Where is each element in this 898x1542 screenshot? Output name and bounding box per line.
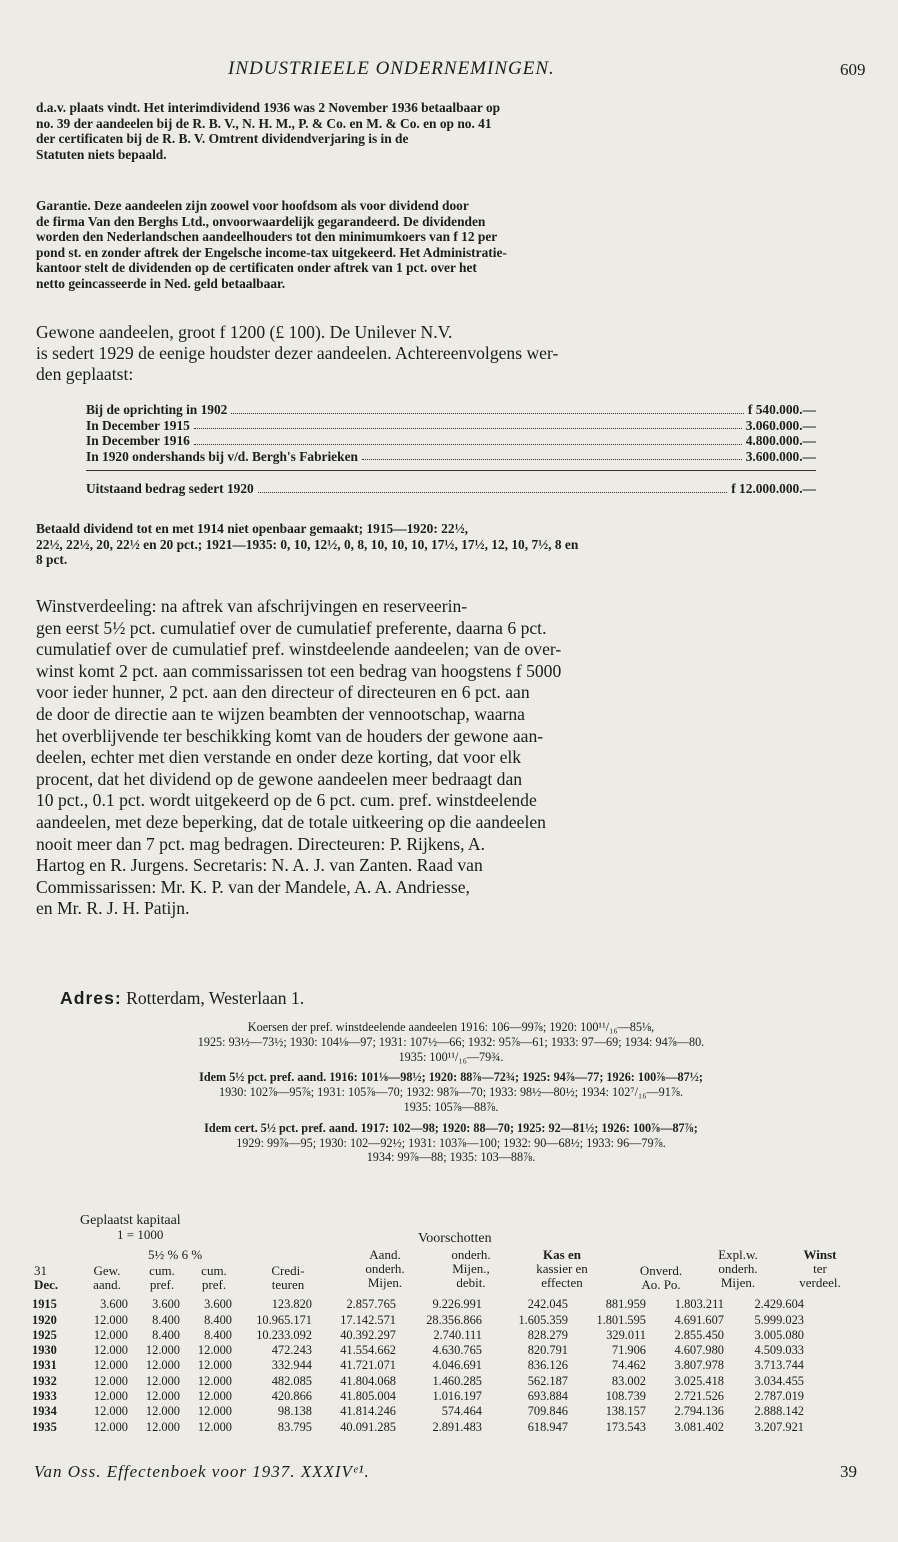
table-cell: 242.045 bbox=[527, 1297, 568, 1312]
table-row bbox=[30, 1389, 806, 1404]
text-line: en Mr. R. J. H. Patijn. bbox=[36, 898, 190, 919]
table-cell: 12.000 bbox=[145, 1343, 180, 1358]
text-line: der certificaten bij de R. B. V. Omtrent dividendverjaring is in de bbox=[36, 131, 409, 147]
placement-value: 3.600.000.— bbox=[745, 448, 816, 464]
text-line: voor ieder hunner, 2 pct. aan den directeur of directeuren en 6 pct. aan bbox=[36, 682, 530, 703]
text-line: 1934: 99⅞—88; 1935: 103—88⅞. bbox=[366, 1150, 536, 1165]
table-row bbox=[30, 1419, 806, 1434]
address-line bbox=[60, 988, 860, 1009]
table-cell: 9.226.991 bbox=[432, 1297, 482, 1312]
outstanding-row bbox=[86, 481, 816, 497]
placement-row bbox=[86, 418, 816, 434]
text-line: 1930: 102⅞—95⅞; 1931: 105⅞—70; 1932: 98⅞—70; 1933: 98½—80½; 1934: 102⁷/₁₆—91⅞. bbox=[218, 1085, 684, 1100]
balance-table-wrap bbox=[30, 1297, 806, 1435]
col-header-cum1: cum. pref. bbox=[149, 1263, 175, 1292]
table-cell: 12.000 bbox=[93, 1389, 128, 1404]
table-cell: 3.005.080 bbox=[754, 1327, 804, 1342]
table-row bbox=[30, 1404, 806, 1419]
table-cell: 12.000 bbox=[145, 1419, 180, 1434]
table-cell: 836.126 bbox=[527, 1358, 568, 1373]
table-cell: 8.400 bbox=[152, 1327, 180, 1342]
table-cell: 709.846 bbox=[527, 1404, 568, 1419]
table-cell: 8.400 bbox=[204, 1327, 232, 1342]
table-row bbox=[30, 1343, 806, 1358]
table-cell: 2.740.111 bbox=[433, 1327, 482, 1342]
running-title: INDUSTRIEELE ONDERNEMINGEN. bbox=[228, 58, 555, 79]
table-cell: 562.187 bbox=[527, 1373, 568, 1388]
table-cell: 12.000 bbox=[93, 1358, 128, 1373]
table-cell: 1.605.359 bbox=[518, 1312, 568, 1327]
text-line: het overblijvende ter beschikking komt van de houders der gewone aan- bbox=[36, 725, 544, 746]
placement-label: Bij de oprichting in 1902 bbox=[86, 402, 228, 417]
col-header-onverd: Onverd. Ao. Po. bbox=[639, 1263, 683, 1292]
table-cell: 881.959 bbox=[605, 1297, 646, 1312]
table-cell: 4.046.691 bbox=[432, 1358, 482, 1373]
table-cell: 2.855.450 bbox=[674, 1327, 724, 1342]
text-line: Commissarissen: Mr. K. P. van der Mandele, A. A. Andriesse, bbox=[36, 876, 470, 897]
table-cell: 1.801.595 bbox=[596, 1312, 646, 1327]
address-label: Adres: bbox=[60, 988, 122, 1008]
table-cell: 12.000 bbox=[93, 1373, 128, 1388]
col-header-crediteuren: Credi- teuren bbox=[271, 1263, 305, 1292]
table-cell: 3.207.921 bbox=[754, 1419, 804, 1434]
table-cell: 12.000 bbox=[197, 1358, 232, 1373]
table-cell: 2.888.142 bbox=[754, 1404, 804, 1419]
table-cell: 41.804.068 bbox=[340, 1373, 396, 1388]
table-cell: 2.794.136 bbox=[674, 1404, 724, 1419]
placement-label: In December 1916 bbox=[86, 433, 190, 449]
text-line: aandeelen, met deze beperking, dat de totale uitkeering op die aandeelen bbox=[36, 811, 546, 832]
table-cell: 574.464 bbox=[441, 1404, 482, 1419]
text-line: kantoor stelt de dividenden op de certificaten onder aftrek van 1 pct. over het bbox=[36, 260, 477, 276]
text-line: Garantie. Deze aandeelen zijn zoowel voor hoofdsom als voor dividend door bbox=[36, 198, 469, 213]
table-cell: 1.016.197 bbox=[432, 1389, 482, 1404]
table-cell: 8.400 bbox=[152, 1312, 180, 1327]
table-cell: 3.600 bbox=[152, 1297, 180, 1312]
text-line: 10 pct., 0.1 pct. wordt uitgekeerd op de 6 pct. cum. pref. winstdeelende bbox=[36, 790, 537, 811]
table-cell: 40.392.297 bbox=[340, 1327, 396, 1342]
text-line: 1935: 100¹¹/₁₆—79¾. bbox=[398, 1049, 504, 1064]
text-line: d.a.v. plaats vindt. Het interimdividend 1936 was 2 November 1936 betaalbaar op bbox=[36, 100, 501, 115]
table-cell: 41.805.004 bbox=[340, 1389, 396, 1404]
row-year: 1934 bbox=[32, 1404, 57, 1419]
table-cell: 3.713.744 bbox=[754, 1358, 804, 1373]
dividend-paragraph bbox=[36, 521, 866, 568]
col-header-aand: Aand. onderh. Mijen. bbox=[365, 1247, 405, 1290]
row-year: 1933 bbox=[32, 1389, 57, 1404]
placement-row bbox=[86, 402, 816, 418]
table-cell: 332.944 bbox=[271, 1358, 312, 1373]
table-cell: 74.462 bbox=[611, 1358, 646, 1373]
text-line: no. 39 der aandeelen bij de R. B. V., N. H. M., P. & Co. en M. & Co. en op no. 41 bbox=[36, 115, 492, 131]
table-cell: 12.000 bbox=[93, 1312, 128, 1327]
table-cell: 12.000 bbox=[197, 1343, 232, 1358]
table-cell: 83.795 bbox=[277, 1419, 312, 1434]
table-cell: 2.429.604 bbox=[754, 1297, 804, 1312]
table-row bbox=[30, 1297, 806, 1312]
table-cell: 3.807.978 bbox=[674, 1358, 724, 1373]
table-cell: 28.356.866 bbox=[426, 1312, 482, 1327]
table-cell: 3.081.402 bbox=[674, 1419, 724, 1434]
table-row bbox=[30, 1312, 806, 1327]
text-line: de firma Van den Berghs Ltd., onvoorwaardelijk gegarandeerd. De dividenden bbox=[36, 213, 486, 229]
outstanding-value: f 12.000.000.— bbox=[731, 481, 816, 497]
page-footer bbox=[34, 1462, 864, 1482]
text-line: nooit meer dan 7 pct. mag bedragen. Directeuren: P. Rijkens, A. bbox=[36, 833, 486, 854]
table-cell: 8.400 bbox=[204, 1312, 232, 1327]
table-cell: 618.947 bbox=[527, 1419, 568, 1434]
table-cell: 12.000 bbox=[93, 1419, 128, 1434]
text-line: worden den Nederlandschen aandeelhouders tot den minimumkoers van f 12 per bbox=[36, 229, 498, 245]
row-year: 1925 bbox=[32, 1327, 57, 1342]
text-line: de door de directie aan te wijzen beambten der vennootschap, waarna bbox=[36, 703, 525, 724]
placement-value: 3.060.000.— bbox=[745, 417, 816, 433]
intro-paragraph bbox=[36, 100, 866, 162]
table-cell: 2.721.526 bbox=[674, 1389, 724, 1404]
row-year: 1931 bbox=[32, 1358, 57, 1373]
table-cell: 98.138 bbox=[277, 1404, 312, 1419]
table-cell: 472.243 bbox=[271, 1343, 312, 1358]
col-header-cum2: cum. pref. bbox=[201, 1263, 227, 1292]
placement-row bbox=[86, 433, 816, 449]
table-cell: 1.460.285 bbox=[432, 1373, 482, 1388]
table-cell: 4.630.765 bbox=[432, 1343, 482, 1358]
voorschotten-label: Voorschotten bbox=[418, 1231, 492, 1246]
text-line: cumulatief over de cumulatief pref. winstdeelende aandeelen; van de over- bbox=[36, 639, 562, 660]
row-year: 1930 bbox=[32, 1343, 57, 1358]
row-year: 1935 bbox=[32, 1419, 57, 1434]
table-row bbox=[30, 1328, 806, 1343]
cap-title: Geplaatst kapitaal bbox=[80, 1213, 181, 1228]
table-row bbox=[30, 1373, 806, 1388]
text-line: Gewone aandeelen, groot f 1200 (£ 100). De Unilever N.V. bbox=[36, 322, 453, 342]
placement-row bbox=[86, 449, 816, 465]
table-cell: 10.965.171 bbox=[256, 1312, 312, 1327]
text-line: winst komt 2 pct. aan commissarissen tot een bedrag van hoogstens f 5000 bbox=[36, 660, 562, 681]
table-cell: 71.906 bbox=[611, 1343, 646, 1358]
text-line: netto geincasseerde in Ned. geld betaalbaar. bbox=[36, 275, 286, 291]
text-line: 1925: 93½—73½; 1930: 104⅛—97; 1931: 107½—66; 1932: 95⅞—61; 1933: 97—69; 1934: 94⅞—80. bbox=[197, 1034, 705, 1049]
table-cell: 4.509.033 bbox=[754, 1343, 804, 1358]
text-line: Idem cert. 5½ pct. pref. aand. 1917: 102—98; 1920: 88—70; 1925: 92—81½; 1926: 100⅞—87⅞; bbox=[204, 1120, 698, 1135]
table-cell: 3.600 bbox=[204, 1297, 232, 1312]
footer-source: Van Oss. Effectenboek voor 1937. XXXIVᵉ¹. bbox=[34, 1462, 370, 1481]
address-value: Rotterdam, Westerlaan 1. bbox=[126, 988, 305, 1008]
cap-unit: 1 = 1000 bbox=[117, 1227, 164, 1242]
text-line: Winstverdeeling: na aftrek van afschrijvingen en reserveerin- bbox=[36, 596, 468, 616]
col-header-gew: Gew. aand. bbox=[93, 1263, 121, 1292]
table-cell: 4.607.980 bbox=[674, 1343, 724, 1358]
col-header-explw: Expl.w. onderh. Mijen. bbox=[718, 1247, 758, 1290]
text-line: den geplaatst: bbox=[36, 363, 134, 384]
table-cell: 329.011 bbox=[606, 1327, 646, 1342]
table-cell: 12.000 bbox=[197, 1373, 232, 1388]
col-header-winst: Winst ter verdeel. bbox=[799, 1247, 841, 1290]
text-line: procent, dat het dividend op de gewone aandeelen meer bedraagt dan bbox=[36, 768, 523, 789]
gewone-paragraph bbox=[36, 322, 866, 384]
table-cell: 2.857.765 bbox=[346, 1297, 396, 1312]
table-cell: 693.884 bbox=[527, 1389, 568, 1404]
table-cell: 12.000 bbox=[145, 1373, 180, 1388]
winstverdeeling-paragraph bbox=[36, 596, 866, 920]
table-cell: 2.891.483 bbox=[432, 1419, 482, 1434]
text-line: Statuten niets bepaald. bbox=[36, 146, 167, 162]
text-line: deelen, echter met dien verstande en onder deze korting, dat voor elk bbox=[36, 747, 522, 768]
koersen-block bbox=[36, 1070, 866, 1114]
table-cell: 41.554.662 bbox=[340, 1343, 396, 1358]
balance-table bbox=[30, 1297, 806, 1435]
table-cell: 3.600 bbox=[100, 1297, 128, 1312]
table-cell: 1.803.211 bbox=[674, 1297, 724, 1312]
table-row bbox=[30, 1358, 806, 1373]
table-cell: 41.814.246 bbox=[340, 1404, 396, 1419]
text-line: Betaald dividend tot en met 1914 niet openbaar gemaakt; 1915—1920: 22½, bbox=[36, 521, 468, 536]
placement-label: In December 1915 bbox=[86, 417, 190, 433]
placement-value: f 540.000.— bbox=[747, 402, 816, 417]
table-cell: 820.791 bbox=[527, 1343, 568, 1358]
col-header-onderh: onderh. Mijen., debit. bbox=[451, 1247, 491, 1290]
table-cell: 173.543 bbox=[605, 1419, 646, 1434]
koersen-block bbox=[36, 1121, 866, 1165]
table-cell: 5.999.023 bbox=[754, 1312, 804, 1327]
page-header bbox=[0, 58, 898, 84]
table-cell: 12.000 bbox=[197, 1404, 232, 1419]
garantie-paragraph bbox=[36, 198, 866, 292]
table-cell: 3.025.418 bbox=[674, 1373, 724, 1388]
table-cell: 4.691.607 bbox=[674, 1312, 724, 1327]
table-cell: 12.000 bbox=[93, 1327, 128, 1342]
table-cell: 12.000 bbox=[145, 1389, 180, 1404]
table-cell: 17.142.571 bbox=[340, 1312, 396, 1327]
col-header-date: 31 Dec. bbox=[34, 1263, 59, 1292]
placements-list bbox=[86, 402, 816, 497]
table-cell: 40.091.285 bbox=[340, 1419, 396, 1434]
table-cell: 12.000 bbox=[93, 1343, 128, 1358]
table-cell: 12.000 bbox=[197, 1419, 232, 1434]
table-cell: 3.034.455 bbox=[754, 1373, 804, 1388]
table-cell: 482.085 bbox=[271, 1373, 312, 1388]
text-line: 8 pct. bbox=[36, 552, 68, 568]
cap-pct: 5½ % 6 % bbox=[148, 1247, 203, 1262]
table-cell: 12.000 bbox=[145, 1358, 180, 1373]
placement-value: 4.800.000.— bbox=[745, 433, 816, 449]
text-line: is sedert 1929 de eenige houdster dezer aandeelen. Achtereenvolgens wer- bbox=[36, 342, 559, 363]
outstanding-label: Uitstaand bedrag sedert 1920 bbox=[86, 481, 254, 497]
text-line: 22½, 22½, 20, 22½ en 20 pct.; 1921—1935: 0, 10, 12½, 0, 8, 10, 10, 10, 17½, 17½, 12, 10, 7½, 8 en bbox=[36, 536, 579, 552]
table-cell: 108.739 bbox=[605, 1389, 646, 1404]
koersen-block bbox=[36, 1020, 866, 1064]
page-number: 609 bbox=[840, 60, 866, 79]
table-cell: 12.000 bbox=[197, 1389, 232, 1404]
table-cell: 138.157 bbox=[605, 1404, 646, 1419]
text-line: gen eerst 5½ pct. cumulatief over de cumulatief preferente, daarna 6 pct. bbox=[36, 617, 547, 638]
table-cell: 10.233.092 bbox=[256, 1327, 312, 1342]
footer-page-number: 39 bbox=[840, 1462, 857, 1481]
table-cell: 2.787.019 bbox=[754, 1389, 804, 1404]
table-cell: 12.000 bbox=[93, 1404, 128, 1419]
text-line: Idem 5½ pct. pref. aand. 1916: 101⅛—98½; 1920: 88⅞—72¾; 1925: 94⅞—77; 1926: 100⅞—87½; bbox=[199, 1070, 703, 1085]
text-line: Hartog en R. Jurgens. Secretaris: N. A. J. van Zanten. Raad van bbox=[36, 855, 483, 876]
col-header-kas: Kas en kassier en effecten bbox=[536, 1247, 588, 1290]
text-line: pond st. en zonder aftrek der Engelsche income-tax uitgekeerd. Het Administratie- bbox=[36, 244, 507, 260]
koersen-section bbox=[36, 1020, 866, 1165]
table-cell: 828.279 bbox=[527, 1327, 568, 1342]
text-line: 1929: 99⅞—95; 1930: 102—92½; 1931: 103⅞—100; 1932: 90—68½; 1933: 96—79⅞. bbox=[236, 1135, 666, 1150]
table-cell: 41.721.071 bbox=[340, 1358, 396, 1373]
text-line: Koersen der pref. winstdeelende aandeelen 1916: 106—99⅞; 1920: 100¹¹/₁₆—85⅛, bbox=[247, 1020, 655, 1034]
table-cell: 123.820 bbox=[271, 1297, 312, 1312]
table-cell: 420.866 bbox=[271, 1389, 312, 1404]
row-year: 1920 bbox=[32, 1312, 57, 1327]
table-cell: 12.000 bbox=[145, 1404, 180, 1419]
row-year: 1915 bbox=[32, 1297, 57, 1312]
table-cell: 83.002 bbox=[611, 1373, 646, 1388]
placement-label: In 1920 ondershands bij v/d. Bergh's Fabrieken bbox=[86, 448, 358, 464]
text-line: 1935: 105⅞—88⅞. bbox=[403, 1099, 499, 1114]
row-year: 1932 bbox=[32, 1373, 57, 1388]
